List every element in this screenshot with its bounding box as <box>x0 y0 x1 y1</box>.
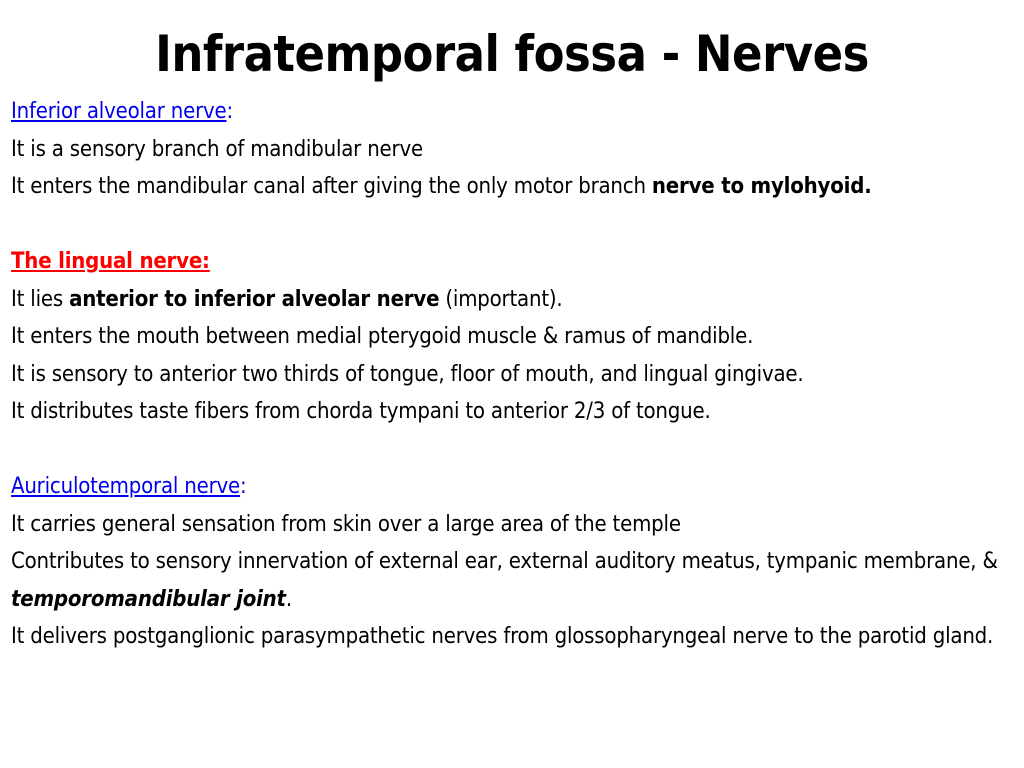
auriculotemporal-line-1: It carries general sensation from skin over a large area of the temple <box>11 511 681 537</box>
auriculotemporal-line-2-bold-italic: temporomandibular joint <box>11 586 286 612</box>
lingual-nerve-link[interactable]: The lingual nerve: <box>11 249 210 274</box>
lingual-line-3: It is sensory to anterior two thirds of tongue, floor of mouth, and lingual gingivae. <box>11 361 804 387</box>
auriculotemporal-line-2-post: . <box>285 586 292 612</box>
inferior-alveolar-line-2-bold: nerve to mylohyoid. <box>651 174 872 199</box>
lingual-line-1-post: (important). <box>439 286 563 312</box>
lingual-line-1-pre: It lies <box>11 286 70 312</box>
lingual-line-4: It distributes taste fibers from chorda tympani to anterior 2/3 of tongue. <box>11 399 711 424</box>
section-heading-inferior-alveolar <box>11 93 1016 131</box>
auriculotemporal-line-3: It delivers postganglionic parasympathetic nerves from glossopharyngeal nerve to the parotid gland. <box>11 624 994 649</box>
slide-content <box>11 93 1016 656</box>
inferior-alveolar-line-2 <box>11 168 1016 206</box>
lingual-line-1-bold: anterior to inferior alveolar nerve <box>69 286 440 312</box>
heading-colon: : <box>240 474 247 499</box>
auriculotemporal-nerve-link[interactable]: Auriculotemporal nerve <box>11 474 241 499</box>
auriculotemporal-line-2-pre: Contributes to sensory innervation of external ear, external auditory meatus, tympanic membrane, & <box>11 549 998 574</box>
spacer <box>11 431 1016 469</box>
spacer <box>11 206 1016 244</box>
heading-colon: : <box>226 99 233 124</box>
section-heading-lingual <box>11 243 1016 281</box>
lingual-line-1 <box>11 281 1016 319</box>
lingual-line-2: It enters the mouth between medial pterygoid muscle & ramus of mandible. <box>11 324 754 349</box>
section-heading-auriculotemporal <box>11 468 1016 506</box>
inferior-alveolar-nerve-link[interactable]: Inferior alveolar nerve <box>11 99 227 124</box>
auriculotemporal-line-2 <box>11 543 1016 618</box>
inferior-alveolar-line-2-text: It enters the mandibular canal after giving the only motor branch <box>11 174 652 199</box>
slide-title: Infratemporal fossa - Nerves <box>155 25 869 83</box>
inferior-alveolar-line-1: It is a sensory branch of mandibular nerve <box>11 136 423 162</box>
